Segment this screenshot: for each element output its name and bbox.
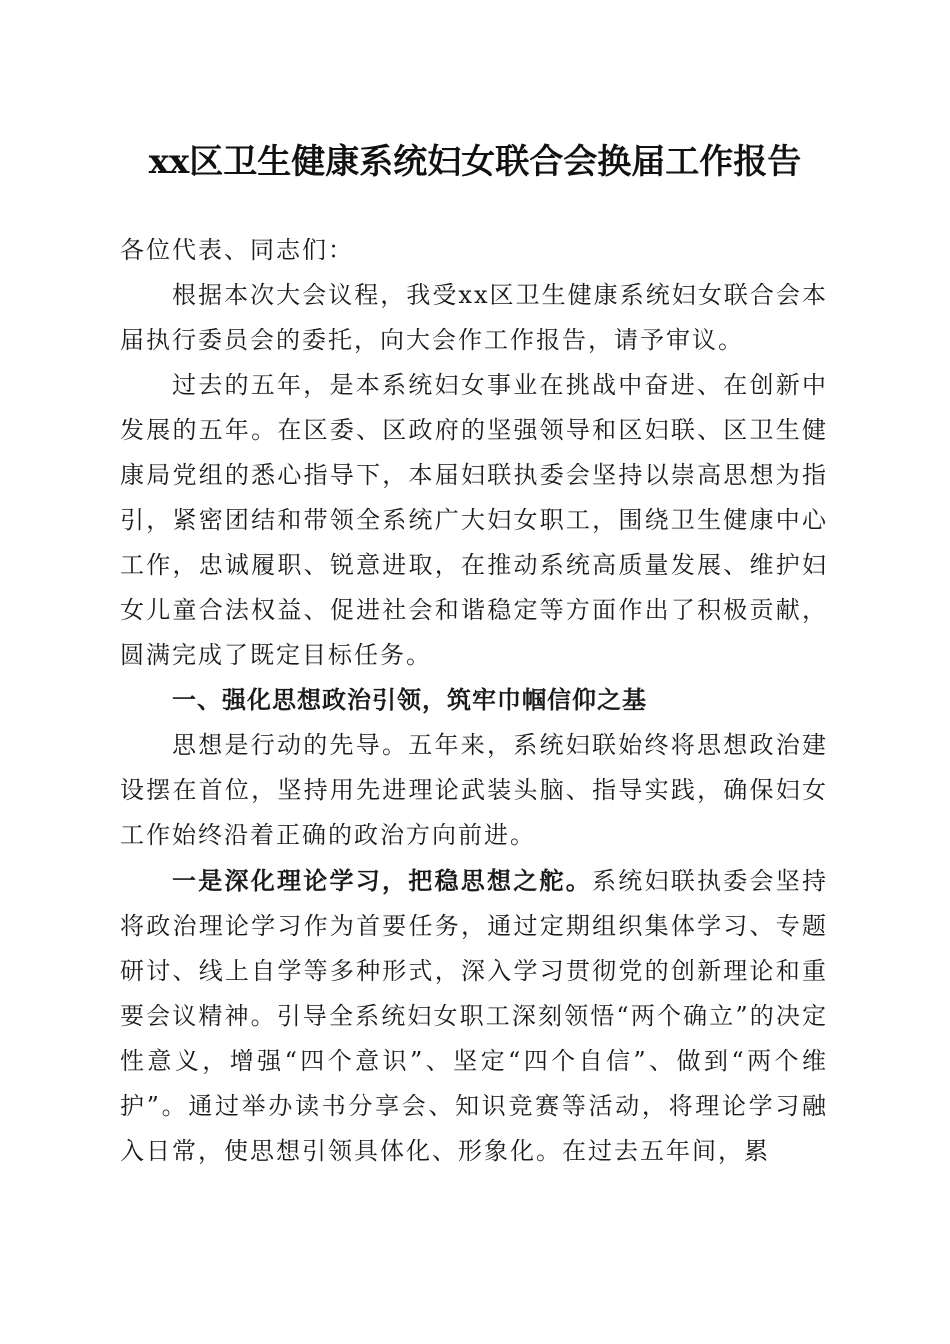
item-paragraph (120, 858, 828, 1174)
review-paragraph: 过去的五年，是本系统妇女事业在挑战中奋进、在创新中发展的五年。在区委、区政府的坚强领导和区妇联、区卫生健康局党组的悉心指导下，本届妇联执委会坚持以崇高思想为指引，紧密团结和带领全系统广大妇女职工，围绕卫生健康中心工作，忠诚履职、锐意进取，在推动系统高质量发展、维护妇女儿童合法权益、促进社会和谐稳定等方面作出了积极贡献，圆满完成了既定目标任务。 (120, 371, 828, 669)
section-intro-paragraph: 思想是行动的先导。五年来，系统妇联始终将思想政治建设摆在首位，坚持用先进理论武装头脑、指导实践，确保妇女工作始终沿着正确的政治方向前进。 (120, 731, 828, 849)
intro-paragraph: 根据本次大会议程，我受xx区卫生健康系统妇女联合会本届执行委员会的委托，向大会作工作报告，请予审议。 (120, 281, 828, 354)
document-title: xx区卫生健康系统妇女联合会换届工作报告 (148, 142, 802, 182)
section-heading: 一、强化思想政治引领，筑牢巾帼信仰之基 (172, 686, 647, 714)
item-text: 系统妇联执委会坚持将政治理论学习作为首要任务，通过定期组织集体学习、专题研讨、线上自学等多种形式，深入学习贯彻党的创新理论和重要会议精神。引导全系统妇女职工深刻领悟“两个确立”的决定性意义，增强“四个意识”、坚定“四个自信”、做到“两个维护”。通过举办读书分享会、知识竞赛等活动，将理论学习融入日常，使思想引领具体化、形象化。在过去五年间，累 (120, 867, 828, 1165)
document-body (120, 228, 828, 1174)
item-lead: 一是深化理论学习，把稳思想之舵。 (172, 866, 592, 895)
salutation: 各位代表、同志们： (120, 236, 354, 264)
